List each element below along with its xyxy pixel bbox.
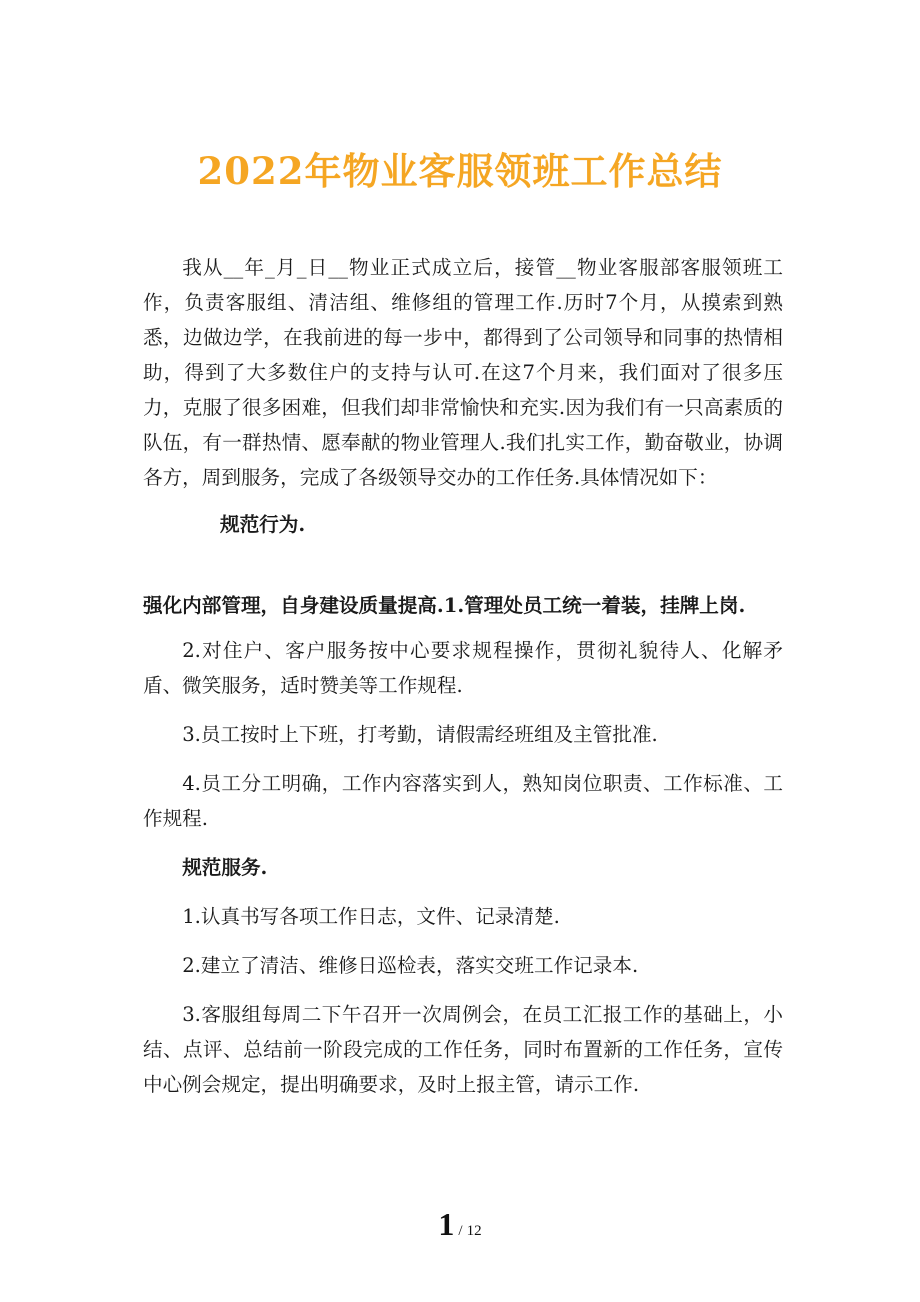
total-pages: 12 xyxy=(466,1223,482,1239)
section-heading-service: 规范服务. xyxy=(182,856,268,879)
list-item: 2.对住户、客户服务按中心要求规程操作，贯彻礼貌待人、化解矛盾、微笑服务，适时赞美等工作规程. xyxy=(143,639,783,697)
spacer xyxy=(143,542,783,588)
list-item: 2.建立了清洁、维修日巡检表，落实交班工作记录本. xyxy=(182,954,639,977)
document-title: 2022年物业客服领班工作总结 xyxy=(197,148,723,193)
current-page-number: 1 xyxy=(438,1206,455,1242)
page-number xyxy=(0,1206,920,1243)
section-heading-behavior: 规范行为. xyxy=(220,513,306,536)
bold-paragraph-management: 强化内部管理，自身建设质量提高.1.管理处员工统一着装，挂牌上岗. xyxy=(143,594,746,617)
intro-paragraph: 我从__年_月_日__物业正式成立后，接管__物业客服部客服领班工作，负责客服组、清洁组、维修组的管理工作.历时7个月，从摸索到熟悉，边做边学，在我前进的每一步中，都得到了公司领导和同事的热情相助，得到了大多数住户的支持与认可.在这7个月来，我们面对了很多压力，克服了很多困难，但我们却非常愉快和充实.因为我们有一只高素质的队伍，有一群热情、愿奉献的物业管理人.我们扎实工作，勤奋敬业，协调各方，周到服务，完成了各级领导交办的工作任务.具体情况如下： xyxy=(143,256,783,489)
page-separator: / xyxy=(458,1223,463,1239)
list-item: 4.员工分工明确，工作内容落实到人，熟知岗位职责、工作标准、工作规程. xyxy=(143,772,783,830)
document-body xyxy=(143,250,783,1102)
list-item: 3.客服组每周二下午召开一次周例会，在员工汇报工作的基础上，小结、点评、总结前一阶段完成的工作任务，同时布置新的工作任务，宣传中心例会规定，提出明确要求，及时上报主管，请示工作. xyxy=(143,1003,783,1096)
list-item: 1.认真书写各项工作日志，文件、记录清楚. xyxy=(182,905,560,928)
list-item: 3.员工按时上下班，打考勤，请假需经班组及主管批准. xyxy=(182,723,658,746)
